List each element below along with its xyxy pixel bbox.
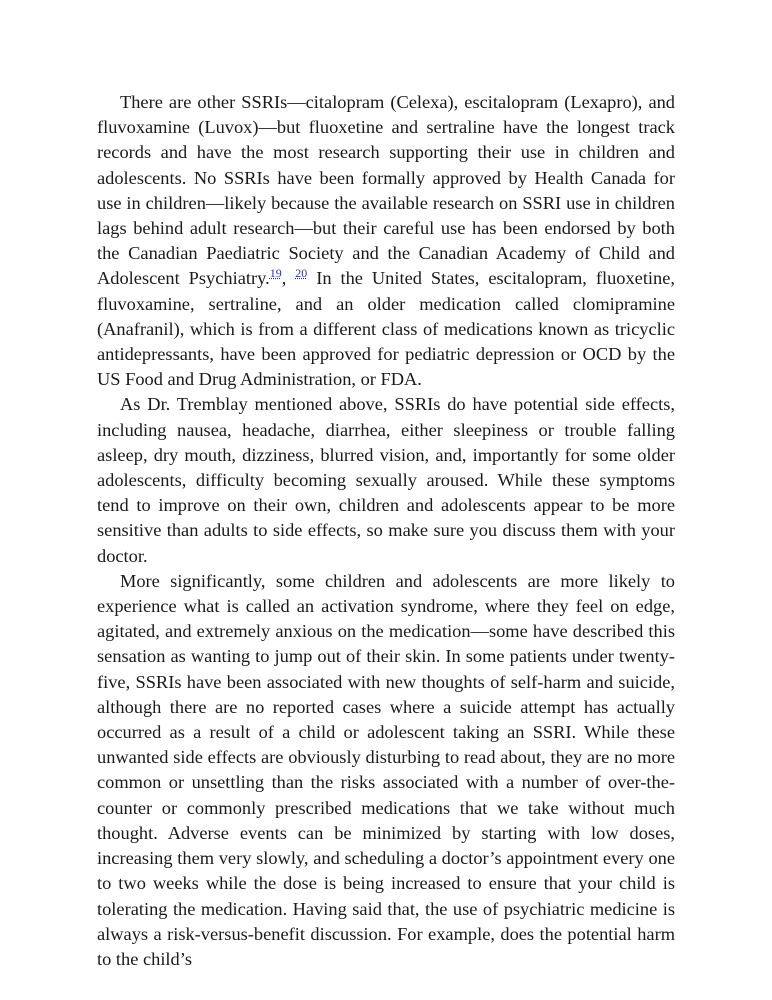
paragraph-text: There are other SSRIs—citalopram (Celexa), escitalopram (Lexapro), and fluvoxamine (Luvox)—but fluoxetine and sertraline have the longest track records and have the most research supporting their use in children and adolescents. No SSRIs have been formally approved by Health Canada for use in children—likely because the available research on SSRI use in children lags behind adult research—but their careful use has been endorsed by both the Canadian Paediatric Society and the Canadian Academy of Child and Adolescent Psychiatry. [97, 92, 675, 289]
book-page-body [97, 90, 675, 972]
paragraph-text: In the United States, escitalopram, fluoxetine, fluvoxamine, sertraline, and an older medication called clomipramine (Anafranil), which is from a different class of medications known as tricyclic antidepressants, have been approved for pediatric depression or OCD by the US Food and Drug Administration, or FDA. [97, 268, 675, 390]
paragraph-ssri-approvals [97, 90, 675, 392]
paragraph-activation-syndrome: More significantly, some children and adolescents are more likely to experience what is called an activation syndrome, where they feel on edge, agitated, and extremely anxious on the medication—some have described this sensation as wanting to jump out of their skin. In some patients under twenty-five, SSRIs have been associated with new thoughts of self-harm and suicide, although there are no reported cases where a suicide attempt has actually occurred as a result of a child or adolescent taking an SSRI. While these unwanted side effects are obviously disturbing to read about, they are no more common or unsettling than the risks associated with a number of over-the-counter or commonly prescribed medications that we take without much thought. Adverse events can be minimized by starting with low doses, increasing them very slowly, and scheduling a doctor’s appointment every one to two weeks while the dose is being increased to ensure that your child is tolerating the medication. Having said that, the use of psychiatric medicine is always a risk-versus-benefit discussion. For example, does the potential harm to the child’s [97, 570, 675, 969]
footnote-ref-20[interactable]: 20 [295, 266, 308, 281]
footnote-ref-19[interactable]: 19 [269, 266, 282, 281]
paragraph-side-effects: As Dr. Tremblay mentioned above, SSRIs do have potential side effects, including nausea, headache, diarrhea, either sleepiness or trouble falling asleep, dry mouth, dizziness, blurred vision, and, importantly for some older adolescents, difficulty becoming sexually aroused. While these symptoms tend to improve on their own, children and adolescents appear to be more sensitive than adults to side effects, so make sure you discuss them with your doctor. [97, 394, 675, 566]
footnote-separator: , [281, 268, 296, 289]
